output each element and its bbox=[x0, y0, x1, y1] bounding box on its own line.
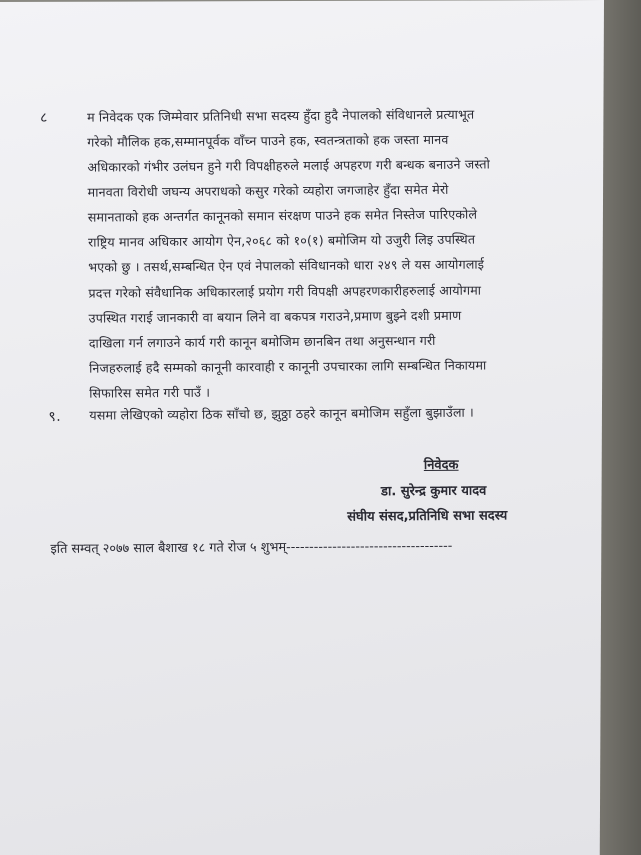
paragraph-line: निजहरुलाई हदै सम्मको कानूनी कारवाही र कानूनी उपचारका लागि सम्बन्धित निकायमा bbox=[88, 357, 487, 376]
date-line: इति सम्वत् २०७७ साल बैशाख १८ गते रोज ५ शुभम्------------------------------------ bbox=[50, 538, 453, 557]
paragraph-line: भएको छु । तसर्थ,सम्बन्धित ऐन एवं नेपालको संविधानको धारा २४९ ले यस आयोगलाई bbox=[88, 256, 485, 275]
paragraph-line: उपस्थित गराई जानकारी वा बयान लिने वा बकपत्र गराउने,प्रमाण बुझ्ने दशी प्रमाण bbox=[88, 307, 462, 326]
paragraph-line: अधिकारको गंभीर उलंघन हुने गरी विपक्षीहरुले मलाई अपहरण गरी बन्धक बनाउने जस्तो bbox=[87, 156, 491, 175]
paragraph-line: मानवता विरोधी जघन्य अपराधको कसुर गरेको व्यहोरा जगजाहेर हुँदा समेत मेरो bbox=[87, 181, 449, 200]
paragraph-line: यसमा लेखिएको व्यहोरा ठिक साँचो छ, झुठ्ठा ठहरे कानून बमोजिम सहुँला बुझाउँला । bbox=[89, 404, 475, 423]
signatory-name: डा. सुरेन्द्र कुमार यादव bbox=[380, 483, 487, 500]
paragraph-line: प्रदत्त गरेको संवैधानिक अधिकारलाई प्रयोग गरी विपक्षी अपहरणकारीहरुलाई आयोगमा bbox=[88, 282, 482, 301]
paragraph-line: सिफारिस समेत गरी पाउँ । bbox=[89, 384, 211, 401]
signature-title: निवेदक bbox=[423, 457, 459, 473]
paragraph-line: समानताको हक अन्तर्गत कानूनको समान संरक्षण पाउने हक समेत निस्तेज पारिएकोले bbox=[87, 206, 478, 225]
paragraph-number: ८ bbox=[40, 109, 48, 126]
paragraph-number: ९. bbox=[48, 408, 62, 425]
paragraph-line: दाखिला गर्न लगाउने कार्य गरी कानून बमोजिम छानबिन तथा अनुसन्धान गरी bbox=[88, 332, 436, 351]
paragraph-line: राष्ट्रिय मानव अधिकार आयोग ऐन,२०६८ को १०(१) बमोजिम यो उजुरी लिइ उपस्थित bbox=[87, 231, 476, 250]
paragraph-line: म निवेदक एक जिम्मेवार प्रतिनिधी सभा सदस्य हुँदा हुदै नेपालको संविधानले प्रत्याभूत bbox=[86, 106, 475, 125]
signatory-designation: संघीय संसद,प्रतिनिधि सभा सदस्य bbox=[347, 508, 508, 525]
paragraph-line: गरेको मौलिक हक,सम्मानपूर्वक वाँच्न पाउने हक, स्वतन्त्रताको हक जस्ता मानव bbox=[87, 131, 449, 150]
